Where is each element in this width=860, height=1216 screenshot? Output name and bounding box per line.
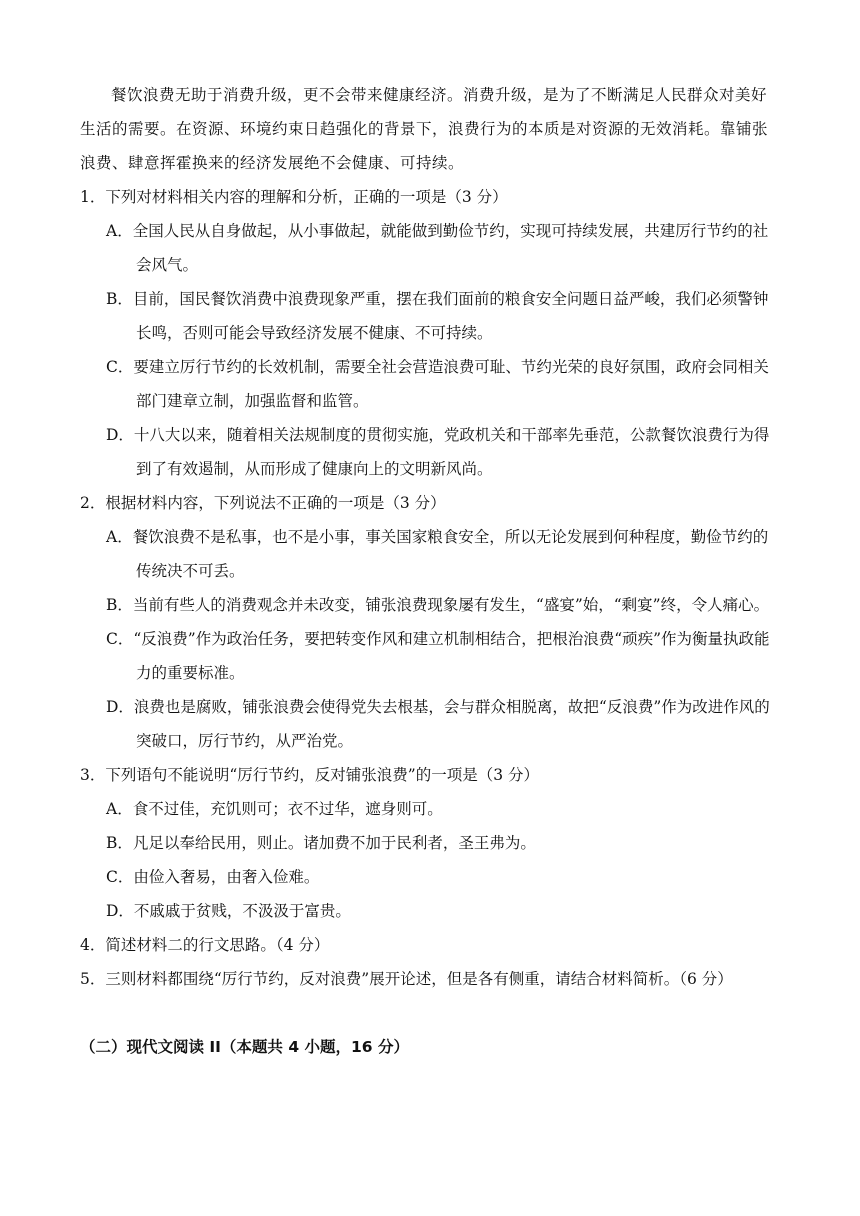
question-stem: 1．下列对材料相关内容的理解和分析，正确的一项是（3 分） — [80, 188, 508, 206]
question-stem: 3．下列语句不能说明“厉行节约，反对铺张浪费”的一项是（3 分） — [80, 766, 540, 784]
option-b: B．凡足以奉给民用，则止。诸加费不加于民利者，圣王弗为。 — [106, 834, 536, 852]
option-d: D．十八大以来，随着相关法规制度的贯彻实施，党政机关和干部率先垂范，公款餐饮浪费行为得到了有效遏制，从而形成了健康向上的文明新风尚。 — [106, 426, 770, 478]
option-a: A．全国人民从自身做起，从小事做起，就能做到勤俭节约，实现可持续发展，共建厉行节约的社会风气。 — [106, 222, 769, 274]
question-5 — [80, 962, 782, 996]
option-b: B．当前有些人的消费观念并未改变，铺张浪费现象屡有发生，“盛宴”始，“剩宴”终，令人痛心。 — [106, 596, 770, 614]
option-a: A．食不过佳，充饥则可；衣不过华，遮身则可。 — [106, 800, 443, 818]
section-heading: （二）现代文阅读 II（本题共 4 小题，16 分） — [80, 1038, 409, 1056]
question-stem: 5．三则材料都围绕“厉行节约，反对浪费”展开论述，但是各有侧重，请结合材料简析。（6 分） — [80, 970, 733, 988]
question-1 — [80, 180, 782, 486]
option-d: D．浪费也是腐败，铺张浪费会使得党失去根基，会与群众相脱离，故把“反浪费”作为改进作风的突破口，厉行节约，从严治党。 — [106, 698, 770, 750]
option-c: C．“反浪费”作为政治任务，要把转变作风和建立机制相结合，把根治浪费“顽疾”作为衡量执政能力的重要标准。 — [106, 630, 770, 682]
question-3 — [80, 758, 782, 928]
option-c: C．要建立厉行节约的长效机制，需要全社会营造浪费可耻、节约光荣的良好氛围，政府会同相关部门建章立制，加强监督和监管。 — [106, 358, 769, 410]
option-c: C．由俭入奢易，由奢入俭难。 — [106, 868, 320, 886]
option-d: D．不戚戚于贫贱，不汲汲于富贵。 — [106, 902, 351, 920]
intro-paragraph: 餐饮浪费无助于消费升级，更不会带来健康经济。消费升级，是为了不断满足人民群众对美好生活的需要。在资源、环境约束日趋强化的背景下，浪费行为的本质是对资源的无效消耗。靠铺张浪费、肆意挥霍换来的经济发展绝不会健康、可持续。 — [80, 86, 769, 172]
question-2 — [80, 486, 782, 758]
question-stem: 4．简述材料二的行文思路。（4 分） — [80, 936, 330, 954]
question-stem: 2．根据材料内容，下列说法不正确的一项是（3 分） — [80, 494, 446, 512]
option-b: B．目前，国民餐饮消费中浪费现象严重，摆在我们面前的粮食安全问题日益严峻，我们必须警钟长鸣，否则可能会导致经济发展不健康、不可持续。 — [106, 290, 769, 342]
option-a: A．餐饮浪费不是私事，也不是小事，事关国家粮食安全，所以无论发展到何种程度，勤俭节约的传统决不可丢。 — [106, 528, 769, 580]
question-4 — [80, 928, 782, 962]
